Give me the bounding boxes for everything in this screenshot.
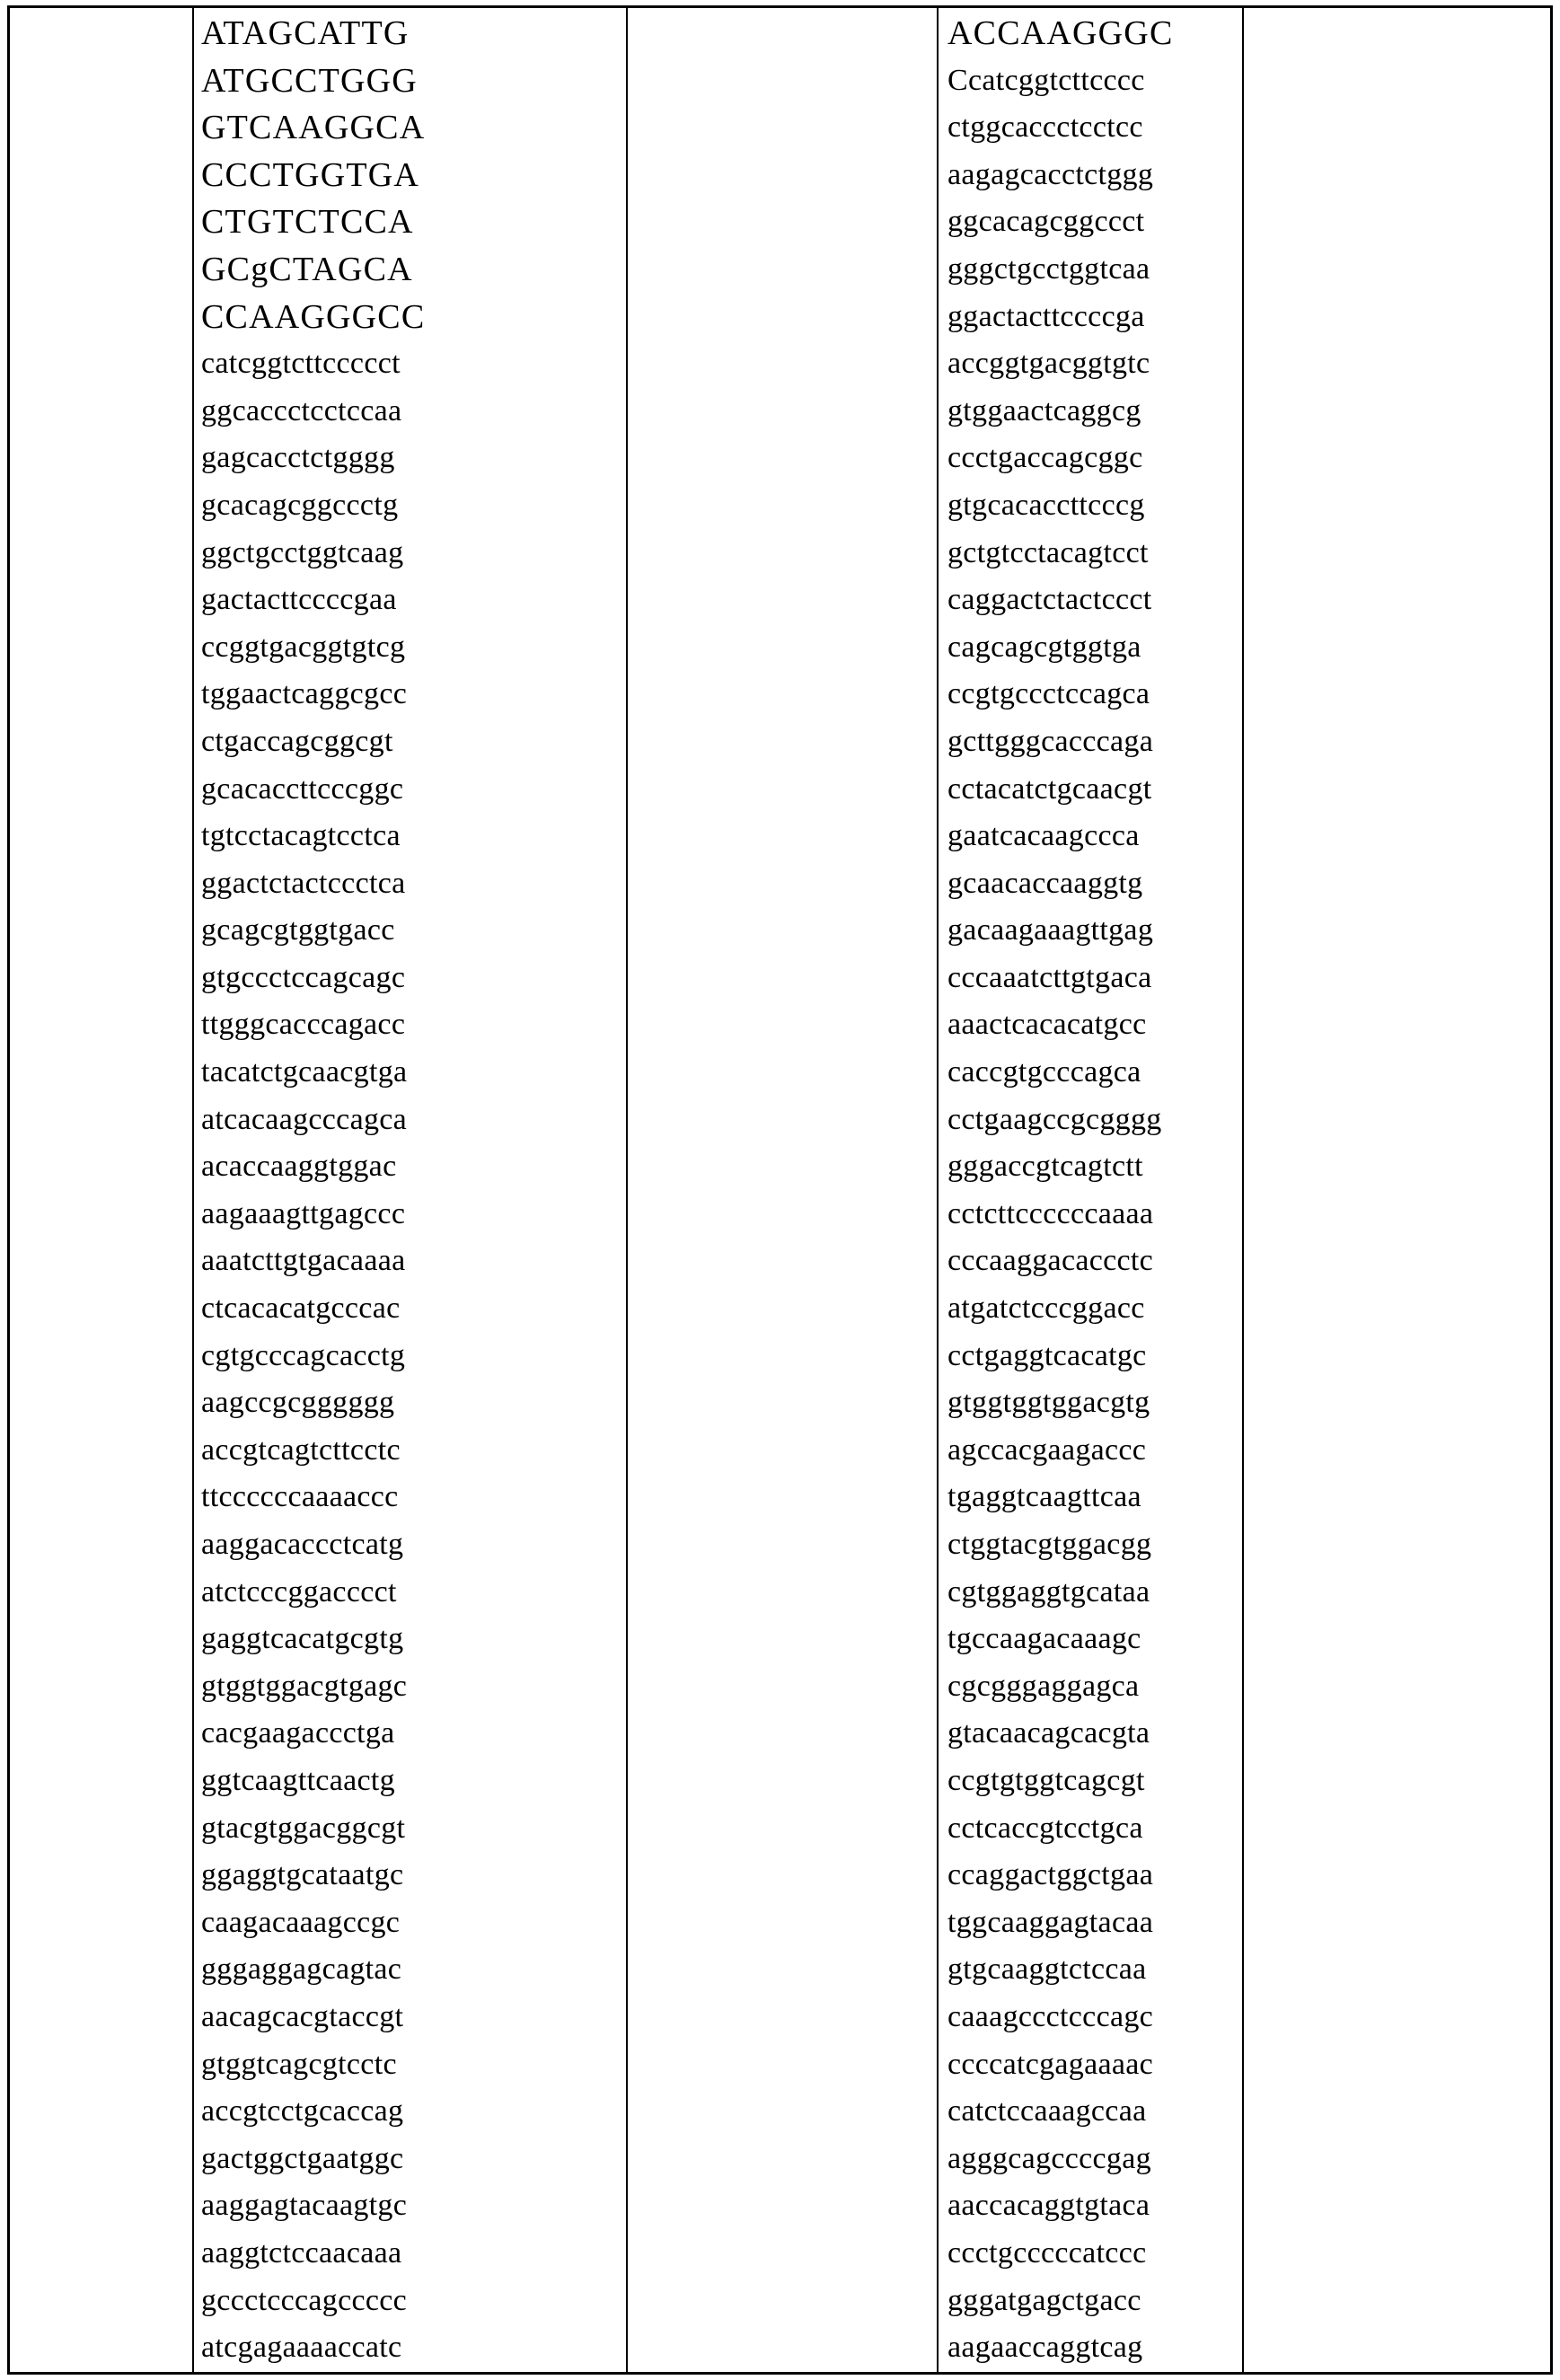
sequence-line: gtggaactcaggcg bbox=[947, 393, 1141, 428]
sequence-line: gcacaccttcccggc bbox=[201, 771, 404, 806]
sequence-line: gtggtggacgtgagc bbox=[201, 1669, 408, 1703]
sequence-line: gggctgcctggtcaa bbox=[947, 251, 1150, 286]
sequence-line: gacaagaaagttgag bbox=[947, 913, 1154, 948]
sequence-line: Ccatcggtcttcccc bbox=[947, 63, 1145, 97]
sequence-line: gtgcacaccttcccg bbox=[947, 488, 1145, 522]
sequence-line: ggctgcctggtcaag bbox=[201, 535, 404, 569]
sequence-line: gcacagcggccctg bbox=[201, 488, 399, 522]
sequence-line: gtacaacagcacgta bbox=[947, 1716, 1150, 1750]
sequence-line: cctgaggtcacatgc bbox=[947, 1338, 1147, 1372]
sequence-line: aaccacaggtgtaca bbox=[947, 2189, 1150, 2223]
sequence-line: gactggctgaatggc bbox=[201, 2141, 404, 2175]
sequence-line: ggcacagcggccct bbox=[947, 205, 1145, 239]
sequence-line: gtgcaaggtctccaa bbox=[947, 1952, 1147, 1987]
sequence-line: ATGCCTGGG bbox=[201, 61, 418, 100]
sequence-line: CCAAGGGCC bbox=[201, 297, 426, 336]
sequence-line: aaactcacacatgcc bbox=[947, 1008, 1147, 1042]
sequence-line: ccggtgacggtgtcg bbox=[201, 630, 406, 664]
table-cell-empty-left bbox=[10, 8, 194, 2372]
sequence-line: ttccccccaaaaccc bbox=[201, 1480, 399, 1514]
sequence-line: aaggacaccctcatg bbox=[201, 1528, 404, 1561]
sequence-line: ccccatcgagaaaac bbox=[947, 2047, 1154, 2081]
sequence-line: CTGTCTCCA bbox=[201, 203, 414, 242]
sequence-line: cagcagcgtggtga bbox=[947, 630, 1141, 664]
sequence-line: cctcaccgtcctgca bbox=[947, 1811, 1143, 1845]
sequence-line: gtggtcagcgtcctc bbox=[201, 2047, 397, 2081]
sequence-line: gggatgagctgacc bbox=[947, 2283, 1141, 2317]
sequence-line: ctcacacatgcccac bbox=[201, 1291, 401, 1326]
sequence-line: ggcaccctcctccaa bbox=[201, 393, 402, 428]
table-cell-empty-middle bbox=[628, 8, 939, 2372]
sequence-line: tgaggtcaagttcaa bbox=[947, 1480, 1141, 1514]
sequence-line: aaatcttgtgacaaaa bbox=[201, 1244, 406, 1278]
sequence-line: aagaaccaggtcag bbox=[947, 2331, 1143, 2365]
sequence-line: gcagcgtggtgacc bbox=[201, 913, 395, 948]
sequence-line: gtacgtggacggcgt bbox=[201, 1811, 406, 1845]
sequence-line: tggcaaggagtacaa bbox=[947, 1905, 1154, 1939]
sequence-line: cccaaatcttgtgaca bbox=[947, 960, 1152, 994]
sequence-line: ggactctactccctca bbox=[201, 866, 406, 900]
sequence-line: gcttgggcacccaga bbox=[947, 724, 1154, 758]
sequence-line: ACCAAGGGC bbox=[947, 14, 1174, 52]
sequence-line: acaccaaggtggac bbox=[201, 1150, 397, 1184]
sequence-line: ctggtacgtggacgg bbox=[947, 1528, 1152, 1561]
sequence-table bbox=[7, 5, 1553, 2375]
sequence-line: ctggcaccctcctcc bbox=[947, 110, 1143, 145]
sequence-line: accgtcagtcttcctc bbox=[201, 1432, 401, 1467]
sequence-line: gaatcacaagccca bbox=[947, 819, 1140, 853]
sequence-line: ccgtgccctccagca bbox=[947, 677, 1150, 711]
sequence-line: aagaaagttgagccc bbox=[201, 1196, 406, 1230]
sequence-line: agggcagccccgag bbox=[947, 2141, 1151, 2175]
sequence-line: ggaggtgcataatgc bbox=[201, 1858, 404, 1892]
sequence-line: cgtgcccagcacctg bbox=[201, 1338, 406, 1372]
sequence-line: gctgtcctacagtcct bbox=[947, 535, 1149, 569]
sequence-line: cctgaagccgcgggg bbox=[947, 1102, 1162, 1136]
sequence-line: gcaacaccaaggtg bbox=[947, 866, 1143, 900]
sequence-line: tacatctgcaacgtga bbox=[201, 1055, 408, 1089]
sequence-line: cgtggaggtgcataa bbox=[947, 1574, 1150, 1609]
sequence-line: gaggtcacatgcgtg bbox=[201, 1622, 404, 1656]
sequence-line: cctcttccccccaaaa bbox=[947, 1196, 1154, 1230]
sequence-line: aagccgcgggggg bbox=[201, 1386, 395, 1420]
sequence-line: caccgtgcccagca bbox=[947, 1055, 1141, 1089]
sequence-line: catctccaaagccaa bbox=[947, 2094, 1147, 2129]
sequence-line: accggtgacggtgtc bbox=[947, 347, 1150, 381]
sequence-line: gagcacctctgggg bbox=[201, 441, 395, 475]
sequence-line: agccacgaagaccc bbox=[947, 1432, 1147, 1467]
sequence-line: caagacaaagccgc bbox=[201, 1905, 401, 1939]
sequence-line: atcgagaaaaccatc bbox=[201, 2331, 402, 2365]
table-cell-empty-right bbox=[1244, 8, 1550, 2372]
sequence-line: CCCTGGTGA bbox=[201, 155, 420, 194]
sequence-line: ccctgaccagcggc bbox=[947, 441, 1143, 475]
sequence-line: caggactctactccct bbox=[947, 583, 1152, 617]
sequence-line: cccaaggacaccctc bbox=[947, 1244, 1154, 1278]
sequence-line: cgcgggaggagca bbox=[947, 1669, 1140, 1703]
sequence-line: atctcccggacccct bbox=[201, 1574, 397, 1609]
sequence-line: cctacatctgcaacgt bbox=[947, 771, 1152, 806]
sequence-line: atgatctcccggacc bbox=[947, 1291, 1145, 1326]
sequence-line: aagagcacctctggg bbox=[947, 157, 1154, 191]
sequence-line: ccaggactggctgaa bbox=[947, 1858, 1154, 1892]
sequence-line: ccgtgtggtcagcgt bbox=[947, 1763, 1145, 1797]
sequence-line: gtggtggtggacgtg bbox=[947, 1386, 1150, 1420]
sequence-line: atcacaagcccagca bbox=[201, 1102, 408, 1136]
table-cell-sequence-right bbox=[939, 8, 1244, 2372]
sequence-line: gggaggagcagtac bbox=[201, 1952, 402, 1987]
sequence-line: gactacttccccgaa bbox=[201, 583, 397, 617]
sequence-line: ccctgcccccatccc bbox=[947, 2235, 1147, 2270]
sequence-line: ttgggcacccagacc bbox=[201, 1008, 406, 1042]
sequence-line: gccctcccagccccc bbox=[201, 2283, 408, 2317]
sequence-line: ggactacttccccga bbox=[947, 299, 1145, 333]
sequence-line: accgtcctgcaccag bbox=[201, 2094, 404, 2129]
sequence-line: gggaccgtcagtctt bbox=[947, 1150, 1143, 1184]
sequence-line: ggtcaagttcaactg bbox=[201, 1763, 395, 1797]
sequence-line: aacagcacgtaccgt bbox=[201, 1999, 404, 2033]
sequence-line: tgtcctacagtcctca bbox=[201, 819, 401, 853]
table-cell-sequence-left bbox=[194, 8, 628, 2372]
sequence-line: cacgaagaccctga bbox=[201, 1716, 395, 1750]
sequence-line: catcggtcttccccct bbox=[201, 347, 401, 381]
sequence-line: aaggagtacaagtgc bbox=[201, 2189, 408, 2223]
sequence-line: tgccaagacaaagc bbox=[947, 1622, 1141, 1656]
sequence-line: ATAGCATTG bbox=[201, 14, 410, 52]
sequence-line: caaagccctcccagc bbox=[947, 1999, 1154, 2033]
sequence-line: aaggtctccaacaaa bbox=[201, 2235, 402, 2270]
sequence-line: GTCAAGGCA bbox=[201, 109, 426, 147]
sequence-line: gtgccctccagcagc bbox=[201, 960, 406, 994]
sequence-line: tggaactcaggcgcc bbox=[201, 677, 408, 711]
sequence-line: GCgCTAGCA bbox=[201, 250, 413, 288]
sequence-line: ctgaccagcggcgt bbox=[201, 724, 393, 758]
